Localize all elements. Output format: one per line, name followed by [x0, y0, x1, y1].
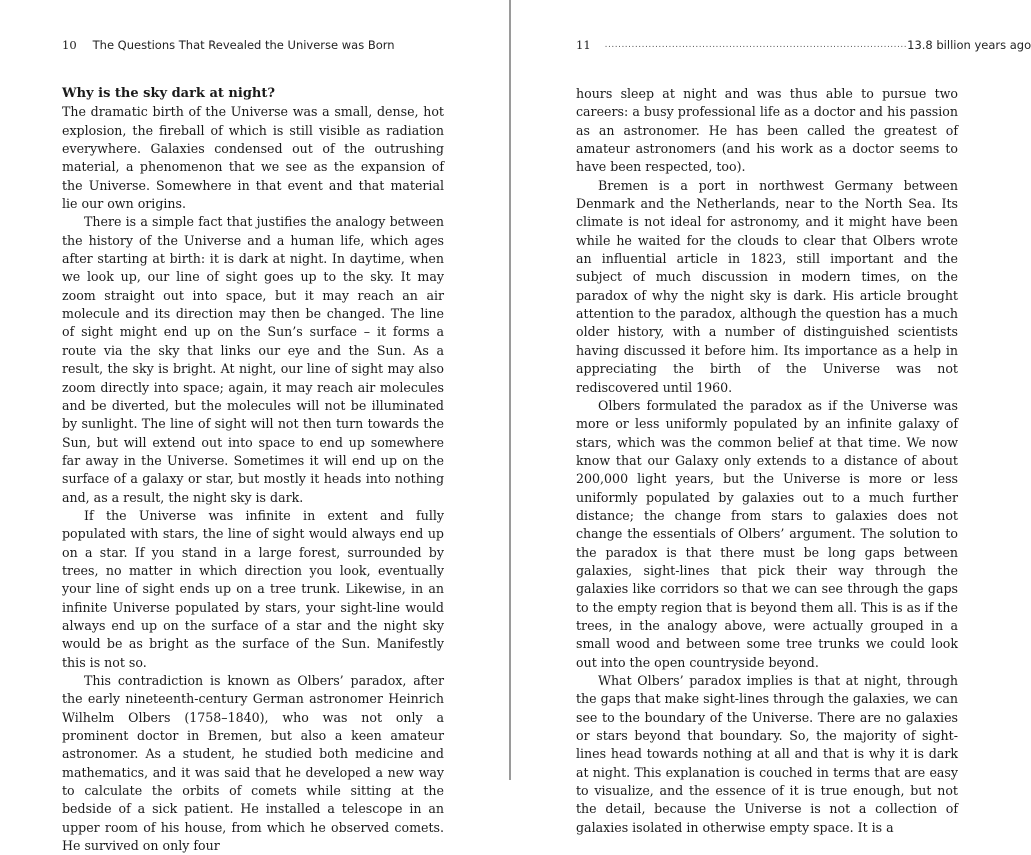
left-page-header	[62, 36, 469, 54]
dot-leader: ..........................................................................................	[604, 40, 908, 50]
page-number: 10	[62, 38, 77, 52]
paragraph: There is a simple fact that justifies the analogy between the history of the Universe and a human life, which ages after starting at birth: it is dark at night. In daytime, when we look up, our line of sight goes up to the sky. It may zoom straight out into space, but it may reach an air molecule and its direction may then be changed. The line of sight might end up on the Sun’s surface – it forms a route via the sky that links our eye and the Sun. As a result, the sky is bright. At night, our line of sight may also zoom directly into space; again, it may reach air molecules and be diverted, but the molecules will not be illuminated by sunlight. The line of sight will not then turn towards the Sun, but will extend out into space to end up somewhere far away in the Universe. Sometimes it will end up on the surface of a galaxy or star, but mostly it heads into nothing and, as a result, the night sky is dark.	[62, 214, 444, 505]
left-page	[0, 0, 509, 854]
right-page-header	[576, 36, 1031, 54]
right-page-body	[576, 85, 958, 837]
left-page-body	[62, 85, 444, 855]
paragraph: This contradiction is known as Olbers’ paradox, after the early nineteenth-century German astronomer Heinrich Wilhelm Olbers (1758–1840), who was not only a prominent doctor in Bremen, but also a keen amateur astronomer. As a student, he studied both medicine and mathematics, and it was said that he developed a new way to calculate the orbits of comets while sitting at the bedside of a sick patient. He installed a telescope in an upper room of his house, from which he observed comets. He survived on only four	[62, 673, 444, 854]
page-number: 11	[576, 38, 591, 52]
running-head: 13.8 billion years ago	[907, 38, 1031, 52]
section-heading: Why is the sky dark at night?	[62, 86, 275, 101]
paragraph: Olbers formulated the paradox as if the Universe was more or less uniformly populated by an infinite galaxy of stars, which was the common belief at that time. We now know that our Galaxy only extends to a distance of about 200,000 light years, but the Universe is more or less uniformly populated by galaxies out to a much further distance; the change from stars to galaxies does not change the essentials of Olbers’ argument. The solution to the paradox is that there must be long gaps between galaxies, sight-lines that pick their way through the galaxies like corridors so that we can see through the gaps to the empty region that is beyond them all. This is as if the trees, in the analogy above, were actually grouped in a small wood and between some tree trunks we could look out into the open countryside beyond.	[576, 397, 958, 670]
paragraph: The dramatic birth of the Universe was a small, dense, hot explosion, the fireball of which is still visible as radiation everywhere. Galaxies condensed out of the outrushing material, a phenomenon that we see as the expansion of the Universe. Somewhere in that event and that material lie our own origins.	[62, 104, 444, 212]
right-page	[511, 0, 1031, 835]
running-head: The Questions That Revealed the Universe was Born	[92, 38, 395, 52]
paragraph: hours sleep at night and was thus able to pursue two careers: a busy professional life as a doctor and his passion as an astronomer. He has been called the greatest of amateur astronomers (and his work as a doctor seems to have been respected, too).	[576, 86, 958, 175]
paragraph: If the Universe was infinite in extent and fully populated with stars, the line of sight would always end up on a star. If you stand in a large forest, surrounded by trees, no matter in which direction you look, eventually your line of sight ends up on a tree trunk. Likewise, in an infinite Universe populated by stars, your sight-line would always end up on the surface of a star and the night sky would be as bright as the surface of the Sun. Manifestly this is not so.	[62, 507, 444, 670]
paragraph: Bremen is a port in northwest Germany between Denmark and the Netherlands, near to the North Sea. Its climate is not ideal for astronomy, and it might have been while he waited for the clouds to clear that Olbers wrote an influential article in 1823, still important and the subject of much discussion in modern times, on the paradox of why the night sky is dark. His article brought attention to the paradox, although the question has a much older history, with a number of distinguished scientists having discussed it before him. Its importance as a help in appreciating the birth of the Universe was not rediscovered until 1960.	[576, 177, 958, 395]
paragraph: What Olbers’ paradox implies is that at night, through the gaps that make sight-lines through the galaxies, we can see to the boundary of the Universe. There are no galaxies or stars beyond that boundary. So, the majority of sight-lines head towards nothing at all and that is why it is dark at night. This explanation is couched in terms that are easy to visualize, and the essence of it is true enough, but not the detail, because the Universe is not a collection of galaxies isolated in otherwise empty space. It is a	[576, 673, 958, 835]
